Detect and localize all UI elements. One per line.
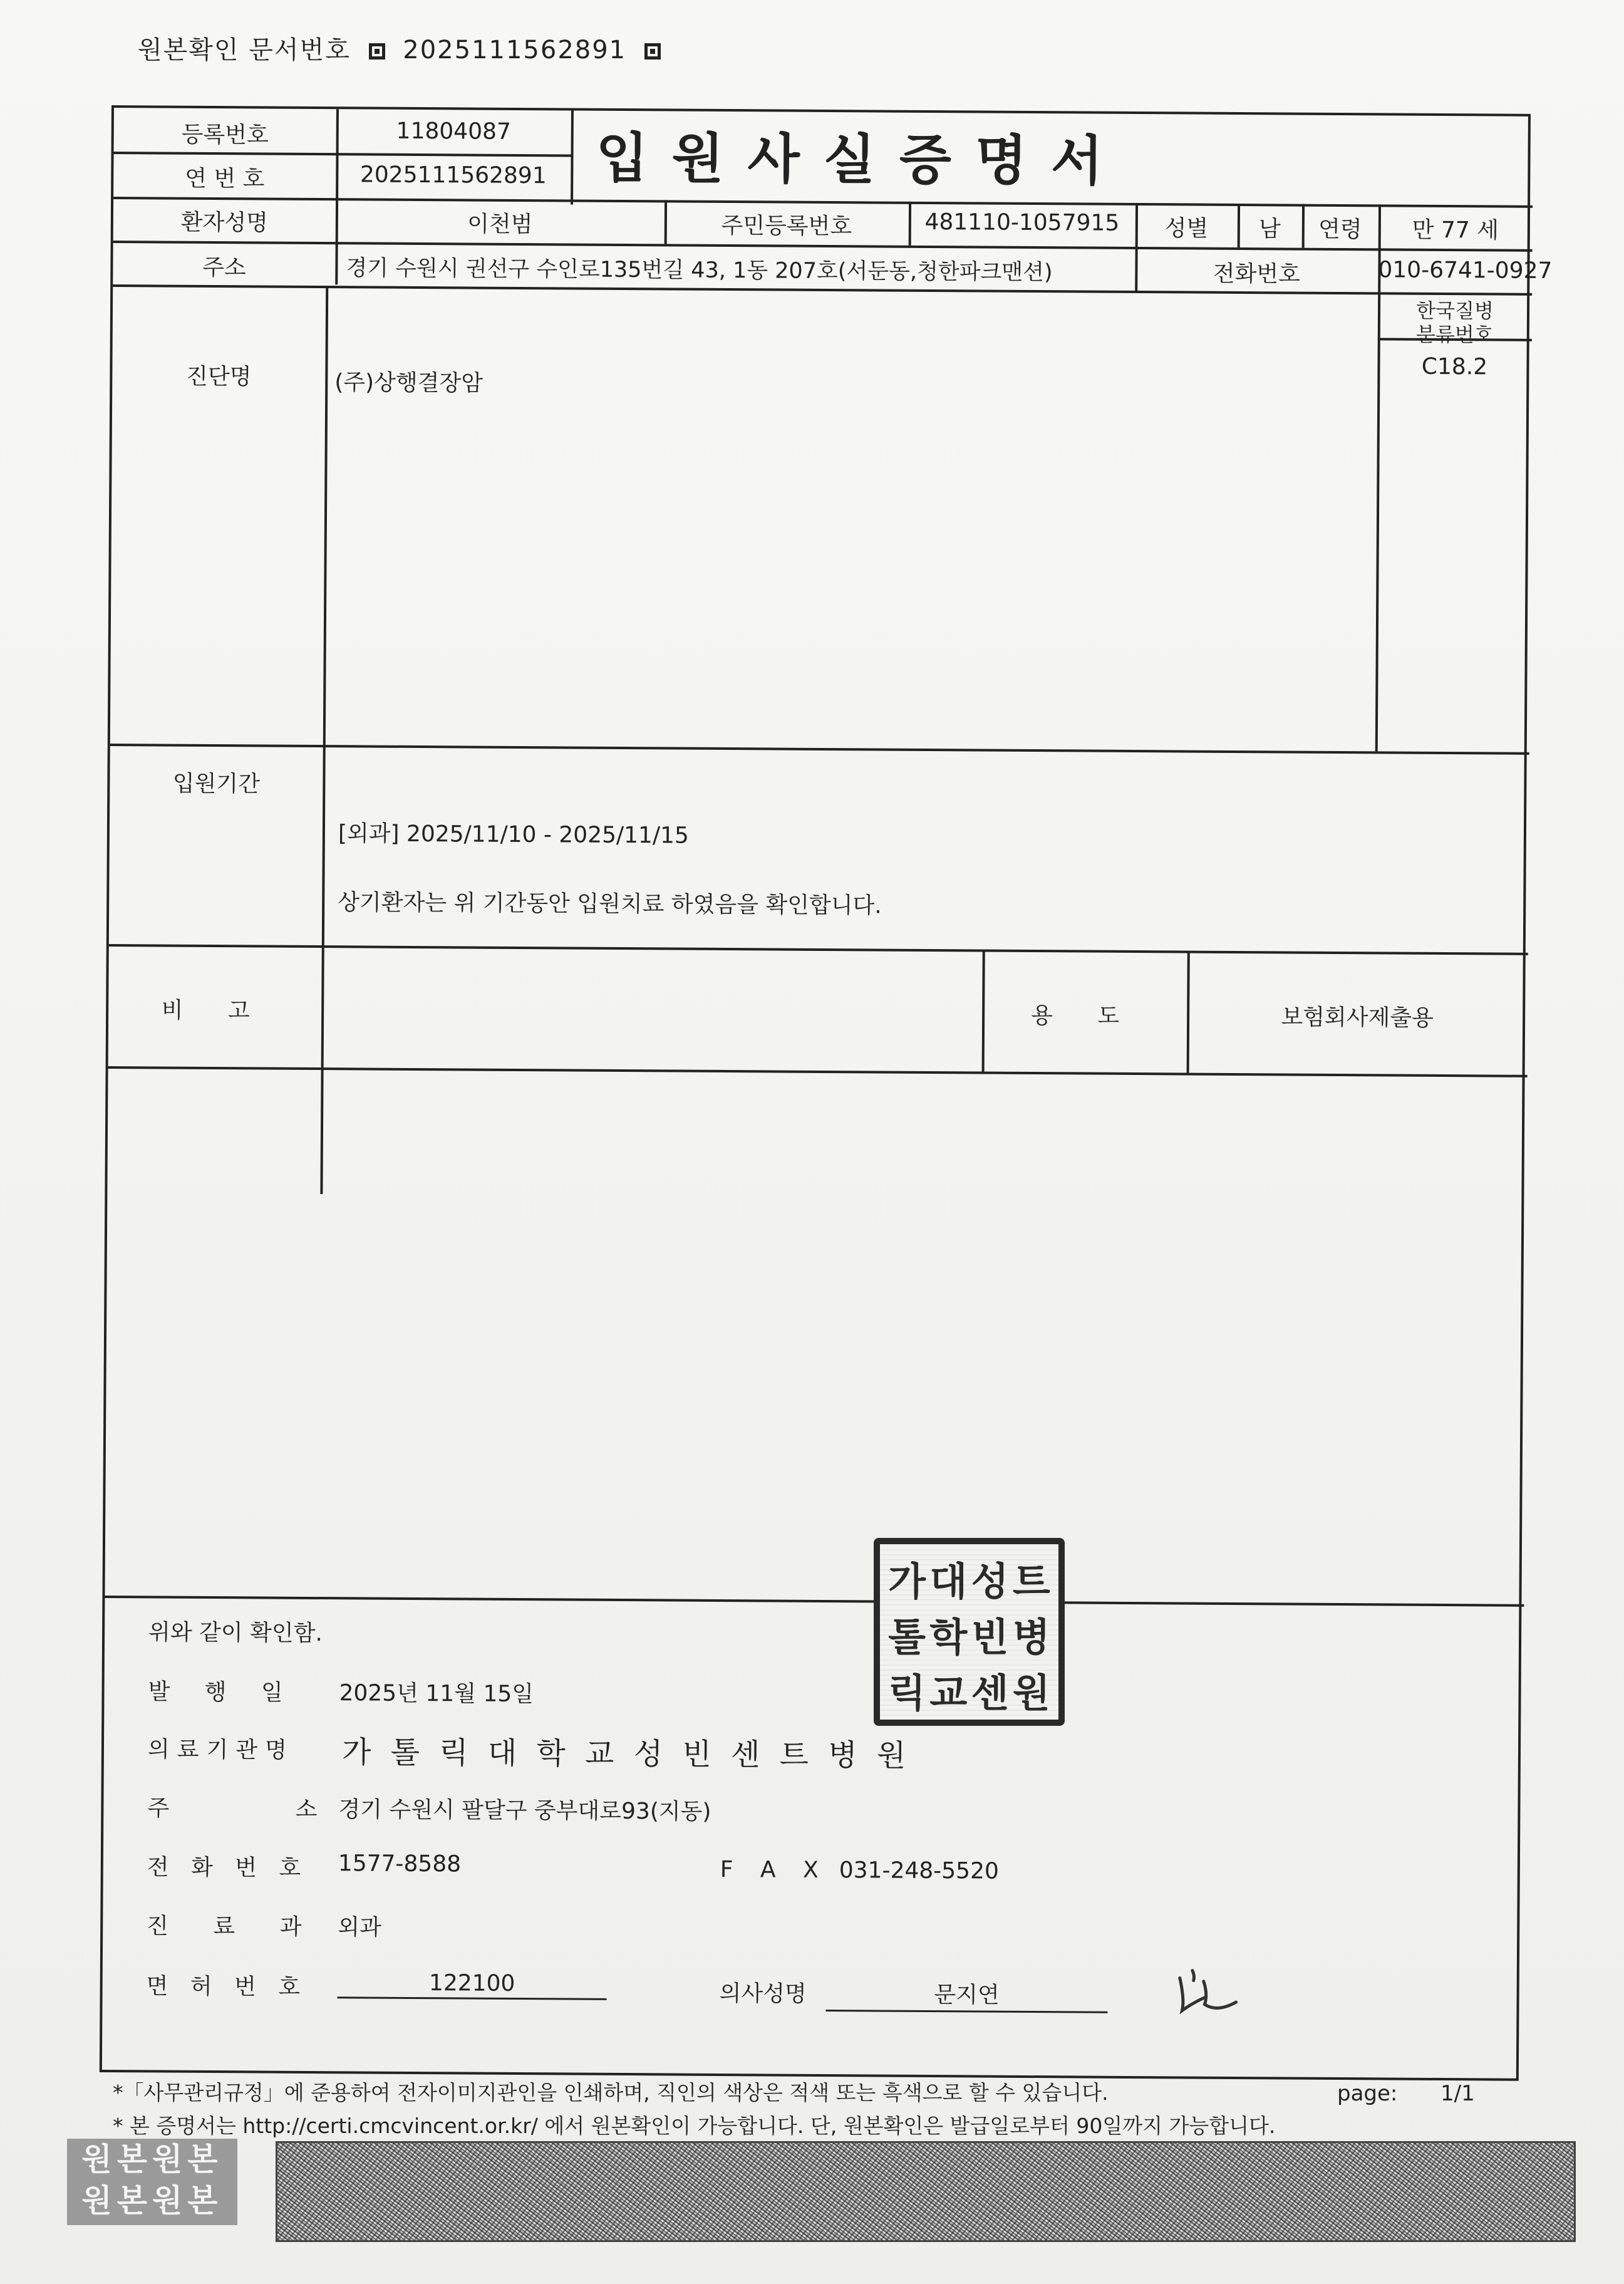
institution-label: 의료기관명 bbox=[147, 1736, 294, 1763]
fax-value: 031-248-5520 bbox=[839, 1857, 999, 1884]
rrn-value: 481110-1057915 bbox=[924, 209, 1120, 236]
fax-label: F A X bbox=[720, 1856, 829, 1884]
phone-value: 010-6741-0927 bbox=[1378, 257, 1553, 284]
seal-char: 가 bbox=[888, 1559, 926, 1604]
kcd-label bbox=[1378, 298, 1532, 347]
tel-value: 1577-8588 bbox=[338, 1851, 462, 1877]
seal-char: 빈 bbox=[971, 1614, 1009, 1660]
admission-period-value: [외과] 2025/11/10 - 2025/11/15 bbox=[338, 821, 689, 849]
address-value: 경기 수원시 권선구 수인로135번길 43, 1동 207호(서둔동,청한파크맨션) bbox=[346, 256, 1053, 286]
kcd-value: C18.2 bbox=[1421, 353, 1488, 380]
department-value: 외과 bbox=[338, 1914, 381, 1941]
header-label: 원본확인 문서번호 bbox=[138, 36, 351, 65]
kcd-label-line1: 한국질병 bbox=[1416, 298, 1494, 323]
original-watermark-stamp bbox=[67, 2139, 237, 2225]
admission-confirm-text: 상기환자는 위 기간동안 입원치료 하였음을 확인합니다. bbox=[338, 890, 882, 919]
address-label: 주소 bbox=[202, 254, 246, 281]
patient-name-value: 이천범 bbox=[467, 211, 533, 238]
security-pattern bbox=[276, 2141, 1576, 2242]
issue-date-value: 2025년 11월 15일 bbox=[339, 1680, 534, 1708]
doctor-name-label: 의사성명 bbox=[719, 1980, 807, 2007]
header-doc-number: 2025111562891 bbox=[403, 36, 627, 65]
kcd-label-line2: 분류번호 bbox=[1415, 322, 1494, 347]
sex-label: 성별 bbox=[1164, 215, 1209, 242]
institution-address-value: 경기 수원시 팔달구 중부대로93(지동) bbox=[338, 1797, 711, 1825]
seal-char: 교 bbox=[929, 1670, 968, 1716]
seal-char: 학 bbox=[929, 1614, 968, 1660]
patient-name-label: 환자성명 bbox=[180, 209, 269, 236]
checkbox-square-icon bbox=[644, 43, 661, 60]
institution-value: 가 톨 릭 대 학 교 성 빈 센 트 병 원 bbox=[341, 1735, 911, 1773]
age-label: 연령 bbox=[1318, 216, 1362, 243]
page-number: 1/1 bbox=[1440, 2081, 1475, 2106]
certificate-form bbox=[100, 105, 1553, 2081]
checkbox-square-icon bbox=[369, 43, 385, 60]
purpose-value: 보험회사제출용 bbox=[1281, 1004, 1434, 1031]
institution-address-label: 주 소 bbox=[147, 1795, 318, 1823]
seal-char: 톨 bbox=[888, 1614, 926, 1660]
footnote-1: *「사무관리규정」에 준용하여 전자이미지관인을 인쇄하며, 직인의 색상은 적색 또는 흑색으로 할 수 있습니다. bbox=[113, 2080, 1109, 2105]
seal-char: 병 bbox=[1012, 1614, 1050, 1660]
age-value: 만 77 세 bbox=[1412, 217, 1499, 244]
admission-period-label: 입원기간 bbox=[172, 771, 261, 797]
diagnosis-value: (주)상행결장암 bbox=[334, 370, 484, 397]
license-label: 면 허 번 호 bbox=[146, 1973, 308, 2000]
reg-no-value: 11804087 bbox=[396, 118, 511, 145]
license-value: 122100 bbox=[338, 1970, 607, 2000]
document-title: 입원사실증명서 bbox=[596, 127, 1127, 193]
confirm-statement: 위와 같이 확인함. bbox=[148, 1619, 323, 1647]
department-label: 진 료 과 bbox=[147, 1913, 321, 1941]
sex-value: 남 bbox=[1258, 216, 1281, 242]
issue-date-label: 발 행 일 bbox=[148, 1679, 297, 1706]
seal-char: 대 bbox=[929, 1559, 968, 1604]
seal-char: 트 bbox=[1012, 1559, 1050, 1604]
rrn-label: 주민등록번호 bbox=[721, 212, 852, 240]
serial-no-value: 2025111562891 bbox=[359, 162, 547, 189]
seal-char: 센 bbox=[971, 1670, 1009, 1716]
remarks-label: 비 고 bbox=[161, 997, 269, 1024]
seal-char: 원 bbox=[1012, 1670, 1050, 1716]
serial-no-label: 연 번 호 bbox=[185, 165, 265, 192]
reg-no-label: 등록번호 bbox=[181, 122, 269, 148]
official-seal bbox=[874, 1538, 1065, 1726]
page-label: page: bbox=[1337, 2081, 1398, 2106]
purpose-label: 용 도 bbox=[1031, 1002, 1139, 1030]
doc-header bbox=[138, 30, 670, 66]
seal-char: 성 bbox=[971, 1559, 1009, 1604]
tel-label: 전 화 번 호 bbox=[147, 1854, 309, 1881]
diagnosis-label: 진단명 bbox=[186, 363, 252, 390]
stamp-text: 원본원본 원본원본 bbox=[81, 2141, 223, 2219]
phone-label: 전화번호 bbox=[1213, 261, 1301, 288]
doctor-signature bbox=[1167, 1965, 1255, 2022]
footnote-2: * 본 증명서는 http://certi.cmcvincent.or.kr/ 에서 원본확인이 가능합니다. 단, 원본확인은 발급일로부터 90일까지 가능합니다. bbox=[113, 2114, 1276, 2138]
doctor-name-value: 문지연 bbox=[825, 1976, 1107, 2013]
seal-char: 릭 bbox=[888, 1670, 926, 1716]
